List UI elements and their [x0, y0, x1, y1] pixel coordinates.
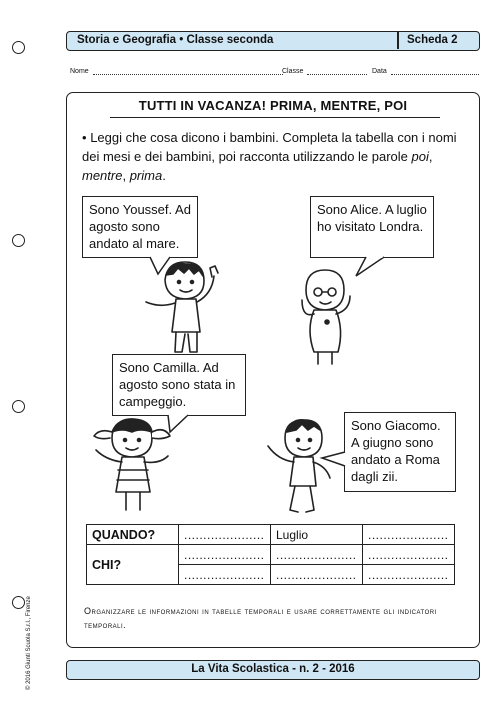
scheda-number: Scheda 2 — [407, 34, 458, 46]
bullet: • — [82, 130, 87, 145]
table-cell[interactable]: ..................... — [363, 525, 455, 545]
word-prima: prima — [129, 168, 163, 183]
header-title: Storia e Geografia • Classe seconda — [77, 34, 274, 46]
page-title: TUTTI IN VACANZA! PRIMA, MENTRE, POI — [138, 98, 408, 113]
table-row-quando — [87, 525, 455, 545]
table-cell[interactable]: ..................... — [363, 565, 455, 585]
table-cell[interactable]: ..................... — [363, 545, 455, 565]
sep: , — [428, 149, 433, 164]
class-row — [282, 67, 367, 79]
chi-label: CHI? — [87, 545, 179, 585]
learning-objective: Organizzare le informazioni in tabelle temporali e usare correttamente gli indicatori temporali. — [84, 606, 437, 630]
table-cell[interactable]: ..................... — [179, 545, 271, 565]
table-row-chi-1 — [87, 545, 455, 565]
instructions-text: Leggi che cosa dicono i bambini. Completa la tabella con i nomi dei mesi e dei bambini, poi racconta utilizzando le parole — [82, 130, 457, 164]
table-cell[interactable]: ..................... — [179, 565, 271, 585]
footer-text: La Vita Scolastica - n. 2 - 2016 — [191, 663, 355, 675]
sep: , — [122, 168, 130, 183]
bubble-giacomo: Sono Giacomo. A giugno sono andato a Roma dagli zii. — [344, 412, 456, 492]
punch-hole-3 — [12, 400, 25, 413]
bubble-youssef: Sono Youssef. Ad agosto sono andato al mare. — [82, 196, 198, 258]
header-divider — [397, 32, 399, 49]
word-poi: poi — [411, 149, 429, 164]
table-cell[interactable]: ..................... — [271, 565, 363, 585]
table-cell-luglio: Luglio — [271, 525, 363, 545]
table-cell[interactable]: ..................... — [271, 545, 363, 565]
period: . — [162, 168, 166, 183]
instructions — [82, 128, 467, 185]
name-row — [70, 67, 283, 79]
bubble-camilla: Sono Camilla. Ad agosto sono stata in campeggio. — [112, 354, 246, 416]
date-row — [372, 67, 479, 79]
info-table — [86, 524, 455, 585]
classe-label: Classe — [282, 68, 304, 75]
classe-field[interactable] — [307, 67, 367, 75]
table-cell[interactable]: ..................... — [179, 525, 271, 545]
nome-label: Nome — [70, 68, 89, 75]
title-underline — [110, 117, 440, 118]
bubble-alice: Sono Alice. A luglio ho visitato Londra. — [310, 196, 434, 258]
header-bar — [66, 31, 480, 51]
quando-label: QUANDO? — [87, 525, 179, 545]
copyright-note: © 2016 Giunti Scuola S.r.l., Firenze — [26, 596, 32, 690]
word-mentre: mentre — [82, 168, 123, 183]
punch-hole-2 — [12, 234, 25, 247]
punch-hole-1 — [12, 41, 25, 54]
punch-hole-4 — [12, 596, 25, 609]
footer-bar — [66, 660, 480, 680]
data-field[interactable] — [391, 67, 479, 75]
nome-field[interactable] — [93, 67, 283, 75]
data-label: Data — [372, 68, 387, 75]
